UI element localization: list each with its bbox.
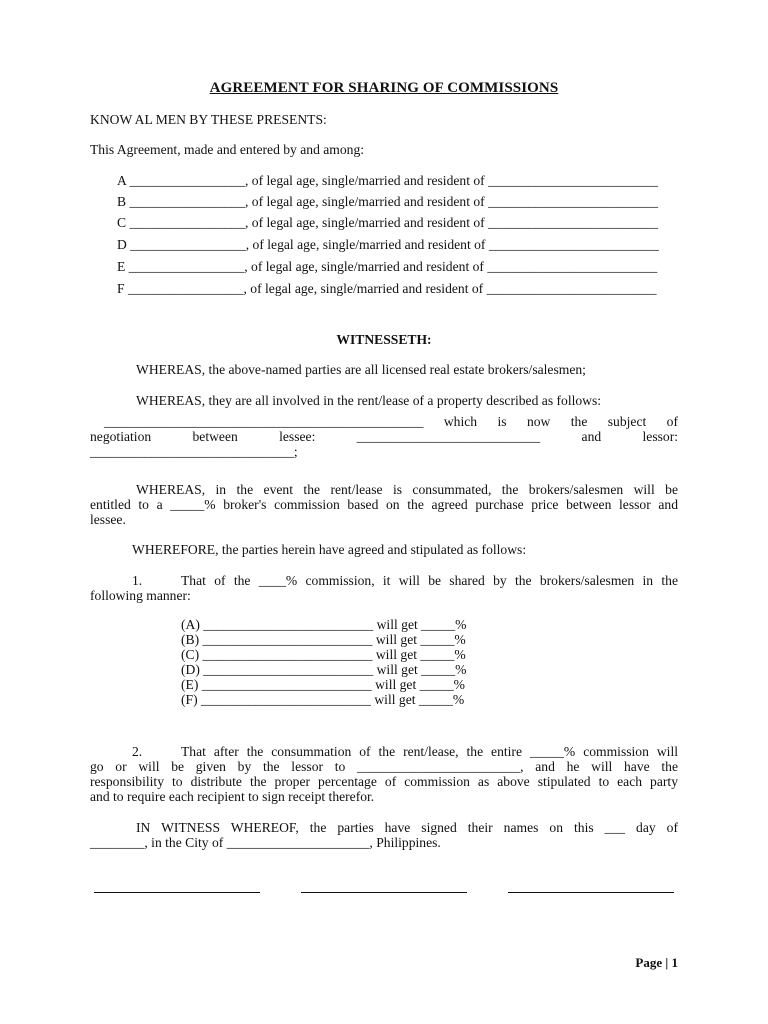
clause-2-line-2: go or will be given by the lessor to ________________________, and he will have the xyxy=(90,759,678,774)
share-blank: _________________________ xyxy=(203,662,374,677)
whereas-commission-line-3: lessee. xyxy=(90,512,126,527)
share-blank: _________________________ xyxy=(201,677,372,692)
clause-2-number: 2. xyxy=(132,744,143,759)
clause-2-paragraph xyxy=(90,744,678,804)
whereas-commission-line-1: WHEREAS, in the event the rent/lease is consummated, the brokers/salesmen will be xyxy=(136,482,678,497)
property-line-1: _______________________________________________ which is now the subject of xyxy=(104,414,678,429)
property-line-3: ______________________________; xyxy=(90,444,298,459)
share-row-b xyxy=(181,632,466,647)
know-all-line: KNOW AL MEN BY THESE PRESENTS: xyxy=(90,112,327,127)
whereas-commission-line-2: entitled to a _____% broker's commission based on the agreed purchase price between lessor and xyxy=(90,497,678,512)
clause-2-line-4: and to require each recipient to sign receipt therefor. xyxy=(90,789,375,804)
share-percent: will get _____% xyxy=(375,647,466,662)
share-label: (E) xyxy=(181,677,199,692)
clause-1-number: 1. xyxy=(132,573,143,588)
witness-paragraph xyxy=(90,820,678,850)
share-row-a xyxy=(181,617,466,632)
party-line-b: B _________________, of legal age, single/married and resident of _________________________ xyxy=(117,194,659,209)
share-row-c xyxy=(181,647,466,662)
whereas-licensed: WHEREAS, the above-named parties are all licensed real estate brokers/salesmen; xyxy=(136,362,586,377)
party-line-f: F _________________, of legal age, single/married and resident of _________________________ xyxy=(117,281,657,296)
clause-2-line-3: responsibility to distribute the proper percentage of commission as above stipulated to each party xyxy=(90,774,678,789)
party-line-e: E _________________, of legal age, single/married and resident of _________________________ xyxy=(117,259,658,274)
party-line-a: A _________________, of legal age, single/married and resident of _________________________ xyxy=(117,173,659,188)
whereas-property: WHEREAS, they are all involved in the rent/lease of a property described as follows: xyxy=(136,393,602,408)
signature-line xyxy=(508,892,674,893)
share-blank: _________________________ xyxy=(202,647,373,662)
share-percent: will get _____% xyxy=(375,632,466,647)
witness-line-2: ________, in the City of _____________________, Philippines. xyxy=(90,835,441,850)
share-blank: _________________________ xyxy=(202,632,373,647)
share-percent: will get _____% xyxy=(376,617,467,632)
signature-line xyxy=(301,892,467,893)
share-label: (B) xyxy=(181,632,200,647)
property-paragraph xyxy=(90,414,678,459)
share-percent: will get _____% xyxy=(374,692,465,707)
share-row-d xyxy=(181,662,466,677)
clause-2-line-1: That after the consummation of the rent/lease, the entire _____% commission will xyxy=(181,744,678,759)
share-blank: _________________________ xyxy=(203,617,374,632)
witnesseth-heading: WITNESSETH: xyxy=(336,332,432,347)
whereas-commission-paragraph xyxy=(90,482,678,527)
share-row-e xyxy=(181,677,465,692)
clause-1-line-2: following manner: xyxy=(90,588,191,603)
intro-line: This Agreement, made and entered by and among: xyxy=(90,142,365,157)
wherefore-line: WHEREFORE, the parties herein have agreed and stipulated as follows: xyxy=(132,542,527,557)
share-label: (F) xyxy=(181,692,198,707)
witness-line-1: IN WITNESS WHEREOF, the parties have signed their names on this ___ day of xyxy=(136,820,678,835)
share-label: (A) xyxy=(181,617,200,632)
share-percent: will get _____% xyxy=(375,677,465,692)
clause-1-line-1: That of the ____% commission, it will be shared by the brokers/salesmen in the xyxy=(181,573,678,588)
signature-line xyxy=(94,892,260,893)
document-title: AGREEMENT FOR SHARING OF COMMISSIONS xyxy=(209,80,559,96)
share-row-f xyxy=(181,692,464,707)
clause-1-paragraph xyxy=(90,573,678,603)
party-line-c: C _________________, of legal age, single/married and resident of _________________________ xyxy=(117,215,659,230)
share-blank: _________________________ xyxy=(201,692,371,707)
property-line-2: negotiation between lessee: ___________________________ and lessor: xyxy=(90,429,678,444)
share-label: (C) xyxy=(181,647,200,662)
page-number: Page | 1 xyxy=(635,955,678,970)
party-line-d: D _________________, of legal age, single/married and resident of _________________________ xyxy=(117,237,659,252)
share-percent: will get _____% xyxy=(376,662,467,677)
share-label: (D) xyxy=(181,662,200,677)
